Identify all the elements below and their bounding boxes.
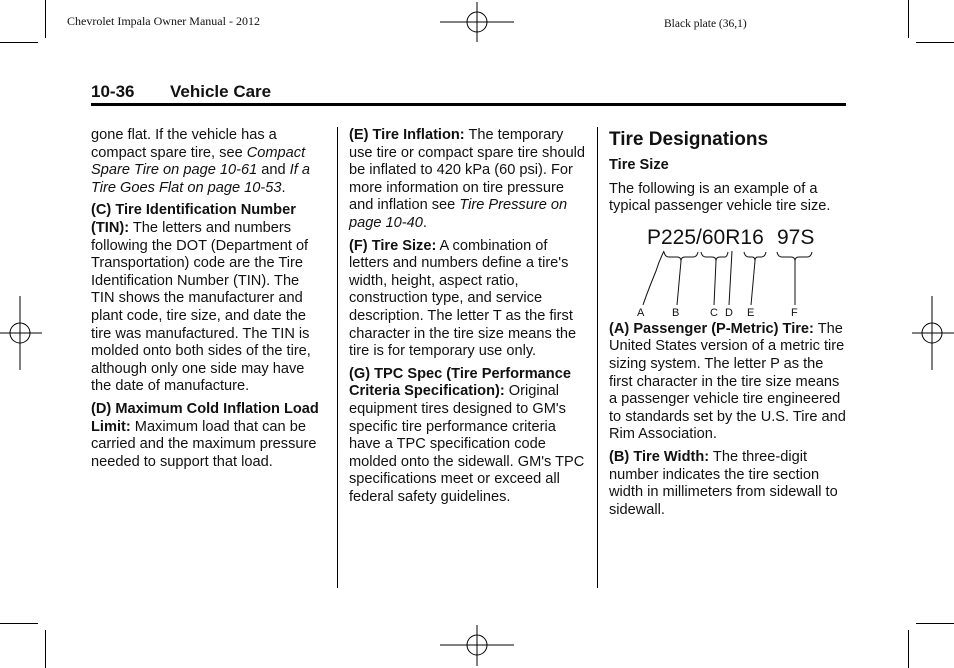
tire-size-figure	[609, 221, 839, 319]
tire-size-code: P225/60R16	[647, 225, 764, 249]
definition-b	[609, 449, 849, 519]
crop-mark	[908, 0, 909, 38]
definition-label: (E) Tire Inflation:	[349, 127, 465, 143]
definition-text: .	[422, 214, 427, 231]
column-2	[349, 127, 589, 511]
definition-d	[91, 401, 325, 471]
column-divider	[597, 127, 598, 588]
definition-label: (C) Tire Identification Number (TIN):	[91, 202, 296, 236]
cross-reference[interactable]: Compact Spare Tire on page 10-61	[91, 144, 306, 179]
section-subheading: Tire Designations	[609, 129, 769, 150]
crop-mark	[0, 623, 38, 624]
definition-g	[349, 366, 589, 507]
page-number: 10-36	[91, 82, 135, 101]
body-text: gone flat. If the vehicle has a compact spare tire, see	[91, 127, 277, 161]
definition-text: The three-digit number indicates the tire section width in millimeters from sidewall to sidewall.	[609, 448, 838, 518]
definition-label: (B) Tire Width:	[609, 448, 710, 465]
definition-text: The letters and numbers following the DOT (Department of Transportation) code are the Tire Identification Number (TIN). The TIN shows the manufacturer and plant code, tire size, and date the tire was manufactured. The TIN is molded onto both sides of the tire, although only one side may have the date of manufacture.	[91, 219, 311, 395]
definition-a	[609, 321, 849, 444]
body-text: .	[281, 179, 286, 196]
service-description-code: 97S	[777, 225, 815, 249]
definition-label: (D) Maximum Cold Inflation Load Limit:	[91, 400, 319, 435]
plate-label: Black plate (36,1)	[664, 18, 747, 30]
definition-f	[349, 238, 589, 361]
tire-letter-d: D	[725, 306, 733, 319]
cross-reference[interactable]: If a Tire Goes Flat on page 10-53	[91, 162, 310, 196]
body-text: and	[257, 162, 290, 179]
definition-label: (F) Tire Size:	[349, 237, 437, 254]
definition-c	[91, 202, 325, 396]
column-1	[91, 127, 325, 476]
registration-mark-top	[440, 0, 514, 44]
column-3	[609, 127, 849, 524]
definition-text: The temporary use tire or compact spare tire should be inflated to 420 kPa (60 psi). For more information on tire pressure and inflation see	[349, 127, 586, 214]
manual-title: Chevrolet Impala Owner Manual - 2012	[67, 14, 260, 28]
crop-mark	[45, 630, 46, 668]
definition-label: (G) TPC Spec (Tire Performance Criteria Specification):	[349, 365, 571, 400]
tire-letter-b: B	[672, 306, 680, 319]
registration-mark-left	[0, 296, 44, 370]
topic-heading: Tire Size	[609, 157, 669, 173]
definition-text: A combination of letters and numbers define a tire's width, height, aspect ratio, construction type, and service description. The letter T as the first character in the tire size means the tire is for temporary use only.	[349, 237, 577, 360]
definition-text: The United States version of a metric tire sizing system. The letter P as the first character in the tire size means a passenger vehicle tire engineered to standards set by the U.S. Tire and Rim Association.	[609, 320, 846, 443]
tire-letter-f: F	[791, 306, 798, 319]
crop-mark	[0, 42, 38, 43]
registration-mark-right	[910, 296, 954, 370]
section-title: Vehicle Care	[170, 82, 272, 101]
definition-text: Maximum load that can be carried and the maximum pressure needed to support that load.	[91, 418, 317, 470]
definition-label: (A) Passenger (P-Metric) Tire:	[609, 320, 814, 337]
intro-text: The following is an example of a typical passenger vehicle tire size.	[609, 180, 831, 215]
definition-text: Original equipment tires designed to GM's specific tire performance criteria have a TPC specification code molded onto the sidewall. GM's TPC specifications meet or exceed all federal safety guidelines.	[349, 383, 585, 505]
cross-reference[interactable]: Tire Pressure on page 10-40	[349, 197, 568, 231]
crop-mark	[45, 0, 46, 38]
tire-letter-a: A	[637, 306, 645, 319]
paragraph-continued	[91, 127, 325, 197]
crop-mark	[908, 630, 909, 668]
definition-e	[349, 127, 589, 233]
crop-mark	[916, 42, 954, 43]
column-divider	[337, 127, 338, 588]
tire-letter-e: E	[747, 306, 755, 319]
crop-mark	[916, 623, 954, 624]
registration-mark-bottom	[440, 624, 514, 668]
tire-letter-c: C	[710, 306, 718, 319]
section-heading	[91, 81, 846, 106]
